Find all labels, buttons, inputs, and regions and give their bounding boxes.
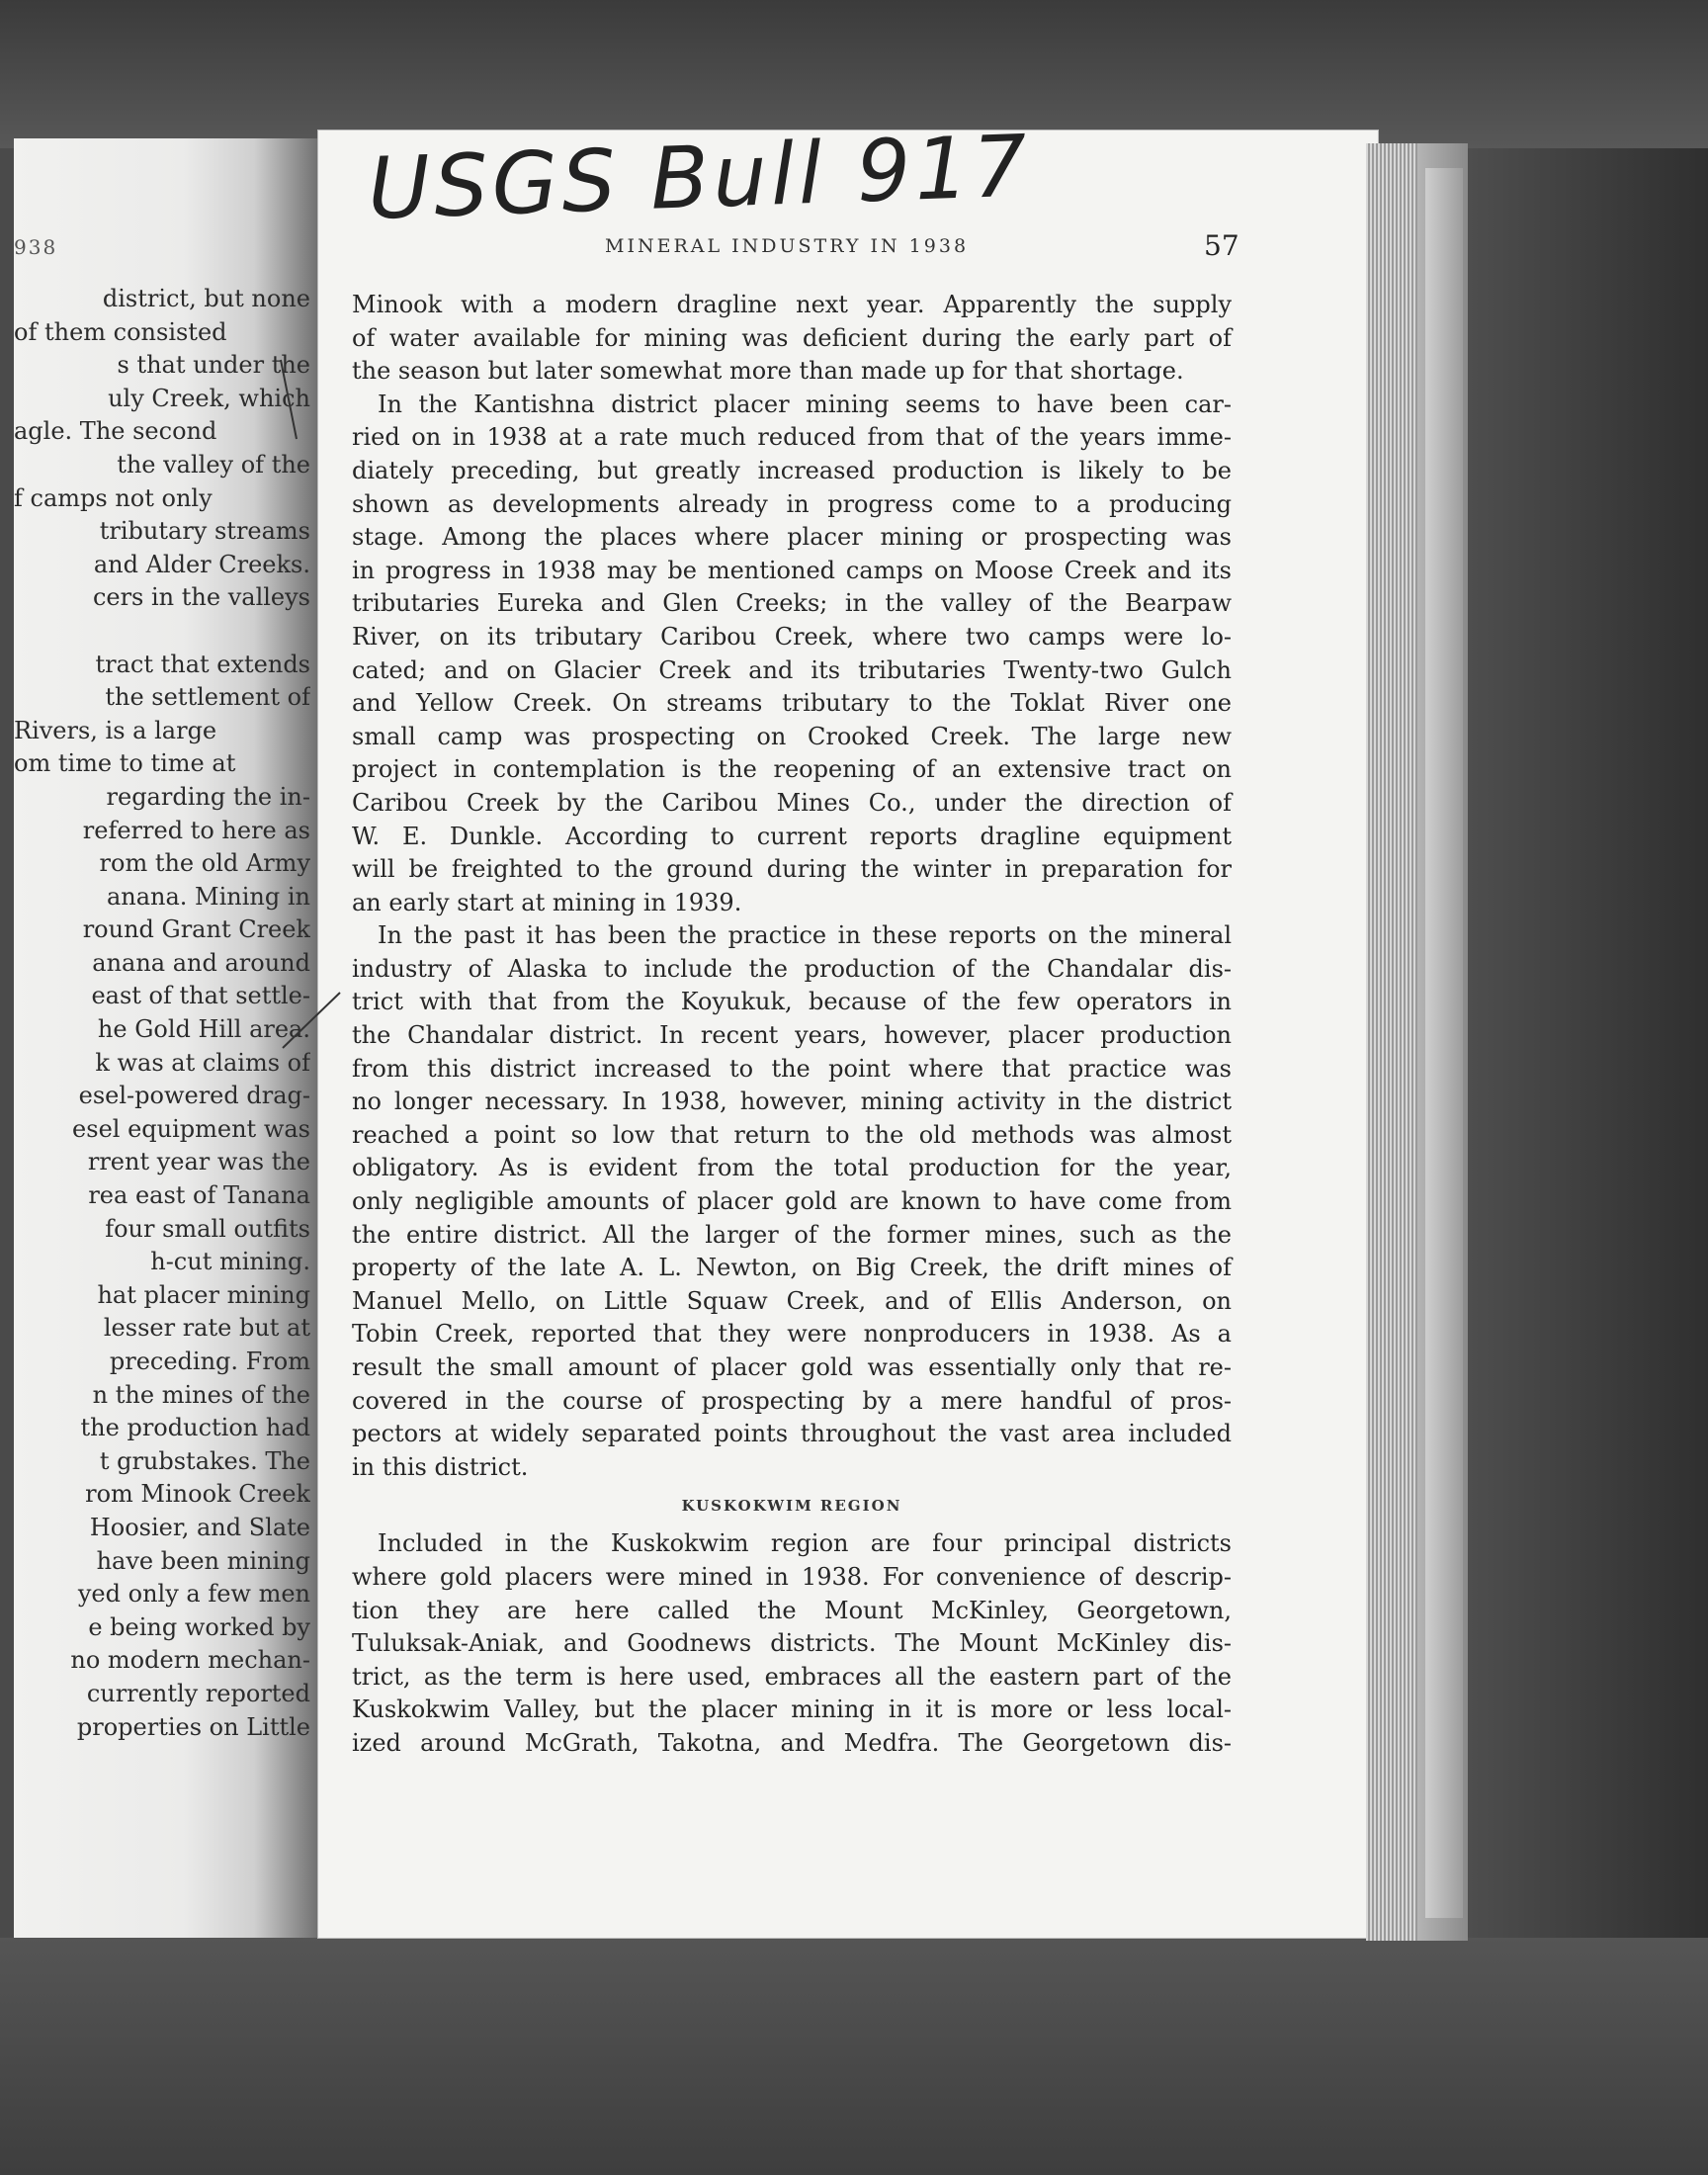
left-page-line: preceding. From xyxy=(109,1348,310,1375)
left-page-line: properties on Little xyxy=(76,1712,310,1741)
body-line: ried on in 1938 at a rate much reduced from that of the years imme- xyxy=(352,423,1232,452)
left-page-line: hat placer mining xyxy=(97,1280,310,1309)
handwritten-annotation: USGS Bull 917 xyxy=(366,117,1033,239)
body-text-block-2 xyxy=(352,1527,1232,1760)
left-page-line: cers in the valleys xyxy=(92,583,310,612)
body-line: Included in the Kuskokwim region are four principal districts xyxy=(378,1529,1232,1558)
book-cover-inner xyxy=(1425,168,1463,1918)
left-page-line: uly Creek, which xyxy=(108,384,310,412)
body-line: ized around McGrath, Takotna, and Medfra. The Georgetown dis- xyxy=(352,1728,1232,1757)
left-page-line: esel equipment was xyxy=(72,1114,310,1143)
left-page-line: lesser rate but at xyxy=(103,1314,310,1343)
body-line: obligatory. As is evident from the total production for the year, xyxy=(352,1154,1232,1182)
left-page-line: round Grant Creek xyxy=(82,915,310,944)
left-page-line: Hoosier, and Slate xyxy=(89,1513,310,1541)
scan-background-bottom xyxy=(0,1938,1708,2175)
left-page-line: esel-powered drag- xyxy=(78,1082,310,1110)
body-line: industry of Alaska to include the production of the Chandalar dis- xyxy=(352,954,1232,983)
body-line: in progress in 1938 may be mentioned camps on Moose Creek and its xyxy=(352,556,1232,584)
page-body xyxy=(352,289,1232,1761)
body-line: Caribou Creek by the Caribou Mines Co., under the direction of xyxy=(352,788,1232,817)
left-page-line: of them consisted xyxy=(14,317,227,346)
body-line: Minook with a modern dragline next year. Apparently the supply xyxy=(352,291,1232,318)
body-line: the Chandalar district. In recent years, however, placer production xyxy=(352,1021,1232,1050)
left-page-line xyxy=(14,615,310,649)
body-line: Manuel Mello, on Little Squaw Creek, and of Ellis Anderson, on xyxy=(352,1286,1232,1315)
body-line: an early start at mining in 1939. xyxy=(352,888,742,916)
body-line: pectors at widely separated points throughout the vast area included xyxy=(352,1420,1232,1448)
left-page-line: district, but none xyxy=(102,285,310,312)
left-page-line: have been mining xyxy=(96,1546,310,1575)
left-page-line: agle. The second xyxy=(14,417,217,446)
left-page-line: he Gold Hill area. xyxy=(97,1015,310,1044)
body-line: covered in the course of prospecting by a mere handful of pros- xyxy=(352,1386,1232,1415)
body-line: stage. Among the places where placer mining or prospecting was xyxy=(352,523,1232,552)
left-page-text xyxy=(14,283,310,1744)
body-line: Tuluksak-Aniak, and Goodnews districts. The Mount McKinley dis- xyxy=(352,1629,1232,1658)
left-page-line: Rivers, is a large xyxy=(14,716,217,744)
body-line: tion they are here called the Mount McKinley, Georgetown, xyxy=(352,1596,1232,1624)
body-line: will be freighted to the ground during the winter in preparation for xyxy=(352,855,1232,884)
left-page-line: tract that extends xyxy=(95,650,310,678)
body-line: In the Kantishna district placer mining seems to have been car- xyxy=(378,390,1232,418)
left-page-line: rea east of Tanana xyxy=(88,1181,310,1210)
body-line: In the past it has been the practice in these reports on the mineral xyxy=(378,921,1232,950)
body-line: diately preceding, but greatly increased production is likely to be xyxy=(352,456,1232,484)
body-line: River, on its tributary Caribou Creek, where two camps were lo- xyxy=(352,622,1232,651)
body-line: in this district. xyxy=(352,1452,529,1481)
left-page-line: e being worked by xyxy=(88,1612,310,1641)
body-line: from this district increased to the point where that practice was xyxy=(352,1054,1232,1083)
body-line: the season but later somewhat more than made up for that shortage. xyxy=(352,357,1184,386)
body-line: shown as developments already in progress come to a producing xyxy=(352,489,1232,518)
body-line: the entire district. All the larger of the former mines, such as the xyxy=(352,1220,1232,1249)
left-page-line: four small outfits xyxy=(105,1214,310,1243)
body-line: property of the late A. L. Newton, on Big Creek, the drift mines of xyxy=(352,1254,1232,1282)
left-page-line: om time to time at xyxy=(14,749,236,778)
body-line: project in contemplation is the reopening of an extensive tract on xyxy=(352,755,1232,784)
left-page-line: rrent year was the xyxy=(87,1148,310,1176)
left-page-line: tributary streams xyxy=(99,517,310,546)
left-page-line: the valley of the xyxy=(117,450,310,478)
left-page-line: h-cut mining. xyxy=(150,1248,310,1276)
body-line: result the small amount of placer gold was essentially only that re- xyxy=(352,1353,1232,1381)
left-page-line: east of that settle- xyxy=(91,982,310,1010)
left-page-line: referred to here as xyxy=(82,816,310,844)
body-line: Tobin Creek, reported that they were nonproducers in 1938. As a xyxy=(352,1320,1232,1348)
left-page-line: rom Minook Creek xyxy=(85,1480,310,1509)
left-page-line: currently reported xyxy=(86,1679,310,1707)
body-line: cated; and on Glacier Creek and its tributaries Twenty-two Gulch xyxy=(352,655,1232,684)
left-page-line: yed only a few men xyxy=(77,1580,310,1609)
body-line: where gold placers were mined in 1938. For convenience of descrip- xyxy=(352,1562,1232,1591)
body-line: trict with that from the Koyukuk, because of the few operators in xyxy=(352,988,1232,1016)
left-page-line: the settlement of xyxy=(105,683,310,712)
body-line: and Yellow Creek. On streams tributary to the Toklat River one xyxy=(352,689,1232,718)
body-line: Kuskokwim Valley, but the placer mining in it is more or less local- xyxy=(352,1696,1232,1724)
body-line: tributaries Eureka and Glen Creeks; in the valley of the Bearpaw xyxy=(352,589,1232,618)
body-line: W. E. Dunkle. According to current reports dragline equipment xyxy=(352,822,1232,850)
left-page-folio: 938 xyxy=(14,235,58,259)
body-line: only negligible amounts of placer gold are known to have come from xyxy=(352,1187,1232,1216)
left-page-line: and Alder Creeks. xyxy=(93,550,310,578)
page-edges xyxy=(1366,143,1417,1941)
left-page-line: anana. Mining in xyxy=(106,882,310,911)
left-page-line: no modern mechan- xyxy=(70,1646,310,1675)
running-head: MINERAL INDUSTRY IN 1938 xyxy=(605,235,970,257)
left-page-line: rom the old Army xyxy=(99,849,310,878)
left-page-line: f camps not only xyxy=(14,483,213,512)
body-line: small camp was prospecting on Crooked Creek. The large new xyxy=(352,722,1232,750)
body-text-block-1 xyxy=(352,289,1232,1484)
left-page-line: anana and around xyxy=(92,948,310,977)
left-page-line: regarding the in- xyxy=(106,782,310,811)
section-heading: KUSKOKWIM REGION xyxy=(681,1497,902,1516)
body-line: of water available for mining was deficient during the early part of xyxy=(352,323,1232,352)
left-page-line: k was at claims of xyxy=(95,1048,310,1077)
body-line: no longer necessary. In 1938, however, mining activity in the district xyxy=(352,1088,1232,1116)
body-line: reached a point so low that return to the old methods was almost xyxy=(352,1120,1232,1149)
left-page-line: n the mines of the xyxy=(92,1380,310,1409)
left-page-line: t grubstakes. The xyxy=(99,1446,310,1475)
left-page-line: s that under the xyxy=(117,351,310,380)
body-line: trict, as the term is here used, embraces all the eastern part of the xyxy=(352,1662,1232,1691)
page-number: 57 xyxy=(1204,229,1239,262)
left-page-line: the production had xyxy=(80,1414,310,1442)
